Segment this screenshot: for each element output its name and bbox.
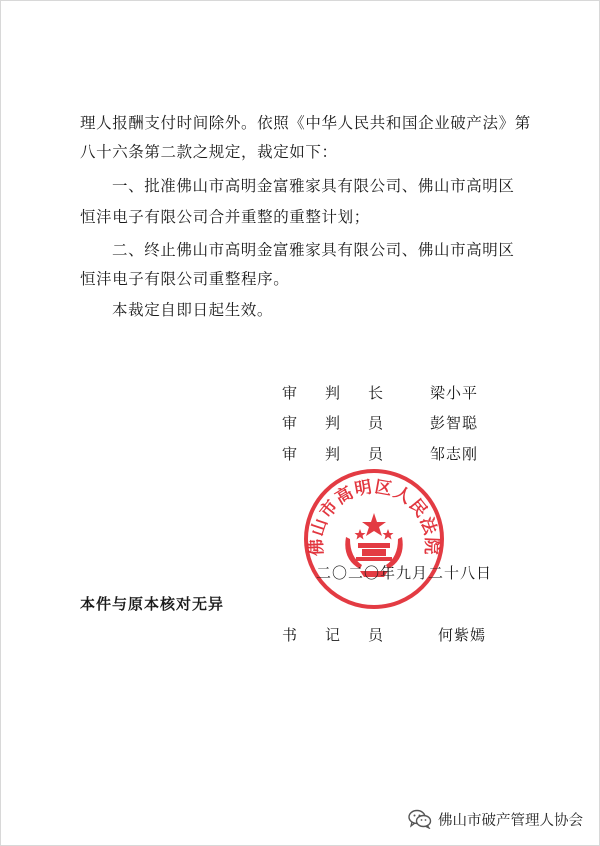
ruling-item-2: 二、终止佛山市高明金富雅家具有限公司、佛山市高明区 [112, 241, 515, 259]
signature-role: 审判员 [282, 414, 412, 432]
ruling-item-1: 一、批准佛山市高明金富雅家具有限公司、佛山市高明区 [112, 177, 515, 195]
clerk-name: 何紫嫣 [438, 626, 487, 644]
signature-name: 梁小平 [430, 384, 479, 402]
effective-statement: 本裁定自即日起生效。 [112, 301, 274, 319]
footer-account-name: 佛山市破产管理人协会 [438, 812, 583, 829]
clerk-role: 书记员 [282, 626, 412, 644]
signature-role: 审判员 [282, 445, 412, 463]
ruling-date: 二〇二〇年九月二十八日 [316, 564, 493, 582]
seal-text: 佛山市高明区人民法院 [306, 477, 442, 557]
signature-name: 邹志刚 [430, 445, 479, 463]
body-text-line: 理人报酬支付时间除外。依照《中华人民共和国企业破产法》第 [80, 114, 531, 132]
signature-role: 审判长 [282, 384, 412, 402]
ruling-item-1-cont: 恒沣电子有限公司合并重整的重整计划； [80, 208, 370, 226]
footer-watermark [408, 806, 583, 832]
court-seal [302, 467, 446, 611]
body-text-line: 八十六条第二款之规定，裁定如下： [80, 143, 338, 161]
verification-note: 本件与原本核对无异 [80, 595, 225, 613]
ruling-item-2-cont: 恒沣电子有限公司重整程序。 [80, 270, 290, 288]
signature-name: 彭智聪 [430, 414, 479, 432]
wechat-icon [408, 809, 432, 829]
